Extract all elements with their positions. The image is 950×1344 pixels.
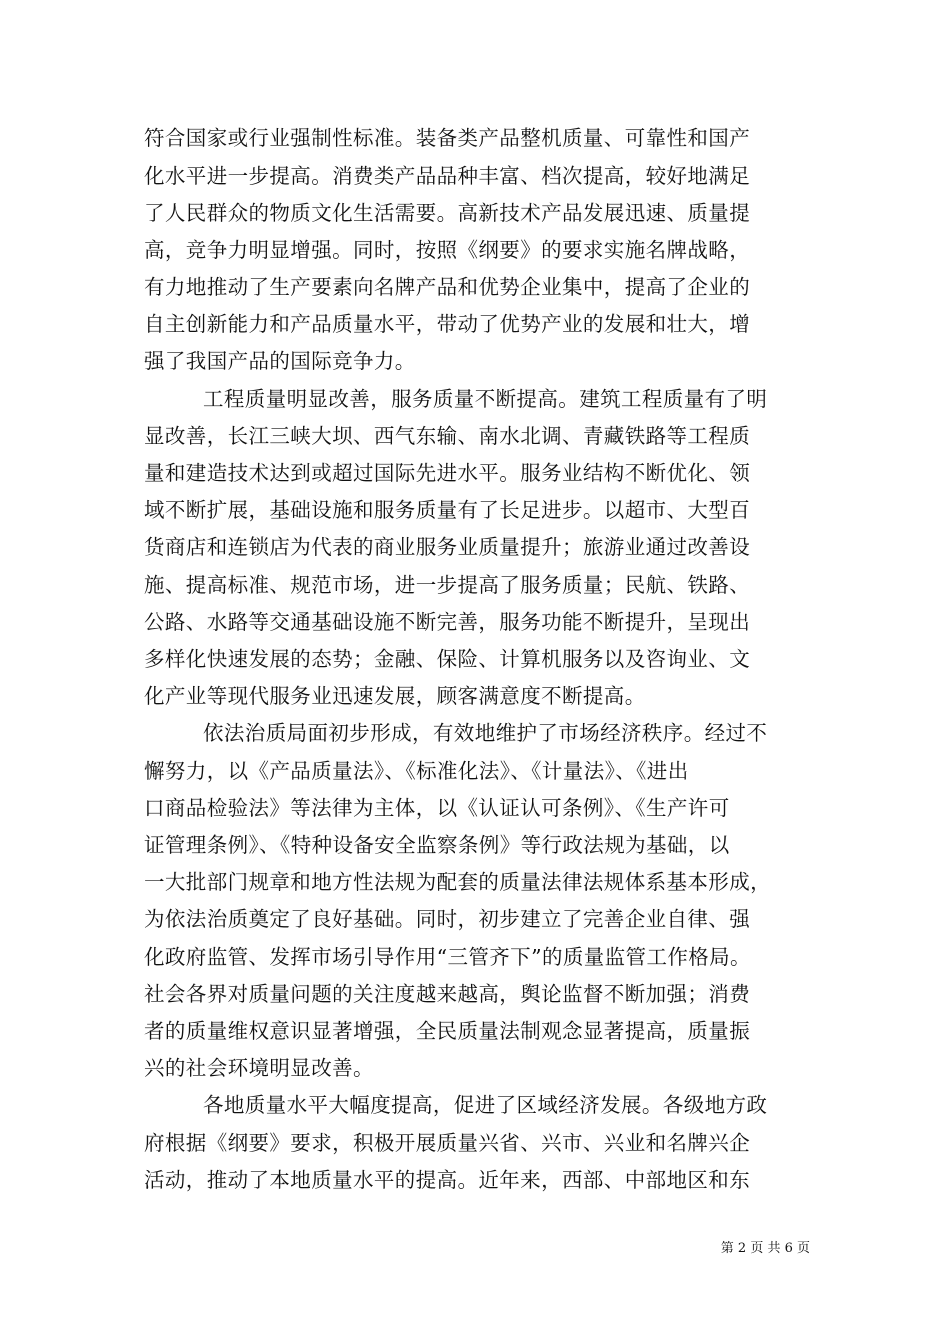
text-line: 有力地推动了生产要素向名牌产品和优势企业集中，提高了企业的 (144, 275, 751, 299)
paragraph-first-line: 依法治质局面初步形成，有效地维护了市场经济秩序。经过不 (203, 721, 768, 745)
text-line: 一大批部门规章和地方性法规为配套的质量法律法规体系基本形成， (144, 870, 771, 894)
page-footer: 第 2 页 共 6 页 (720, 1241, 810, 1256)
text-line: 公路、水路等交通基础设施不断完善，服务功能不断提升，呈现出 (144, 610, 751, 634)
text-line: 为依法治质奠定了良好基础。同时，初步建立了完善企业自律、强 (144, 907, 751, 931)
paragraph-first-line: 各地质量水平大幅度提高，促进了区域经济发展。各级地方政 (203, 1093, 768, 1117)
text-line: 施、提高标准、规范市场，进一步提高了服务质量；民航、铁路、 (144, 573, 751, 597)
text-line: 量和建造技术达到或超过国际先进水平。服务业结构不断优化、领 (144, 461, 751, 485)
text-line: 证管理条例》、《特种设备安全监察条例》等行政法规为基础，以 (144, 833, 730, 857)
text-line: 高，竞争力明显增强。同时，按照《纲要》的要求实施名牌战略， (144, 238, 751, 262)
text-line: 者的质量维权意识显著增强，全民质量法制观念显著提高，质量振 (144, 1019, 751, 1043)
text-line: 化产业等现代服务业迅速发展，顾客满意度不断提高。 (144, 684, 646, 708)
text-line: 口商品检验法》等法律为主体，以《认证认可条例》、《生产许可 (144, 796, 730, 820)
text-line: 自主创新能力和产品质量水平，带动了优势产业的发展和壮大，增 (144, 312, 751, 336)
text-line: 货商店和连锁店为代表的商业服务业质量提升；旅游业通过改善设 (144, 535, 751, 559)
text-line: 府根据《纲要》要求，积极开展质量兴省、兴市、兴业和名牌兴企 (144, 1131, 751, 1155)
text-line: 了人民群众的物质文化生活需要。高新技术产品发展迅速、质量提 (144, 201, 751, 225)
text-line: 显改善，长江三峡大坝、西气东输、南水北调、青藏铁路等工程质 (144, 424, 751, 448)
paragraph-first-line: 工程质量明显改善，服务质量不断提高。建筑工程质量有了明 (203, 387, 768, 411)
text-line: 兴的社会环境明显改善。 (144, 1056, 374, 1080)
text-line: 多样化快速发展的态势；金融、保险、计算机服务以及咨询业、文 (144, 647, 751, 671)
text-line: 化水平进一步提高。消费类产品品种丰富、档次提高，较好地满足 (144, 164, 751, 188)
text-line: 域不断扩展，基础设施和服务质量有了长足进步。以超市、大型百 (144, 498, 751, 522)
text-line: 懈努力，以《产品质量法》、《标准化法》、《计量法》、《进出 (144, 759, 689, 783)
text-line: 符合国家或行业强制性标准。装备类产品整机质量、可靠性和国产 (144, 126, 751, 150)
text-line: 化政府监管、发挥市场引导作用“三管齐下”的质量监管工作格局。 (144, 945, 751, 969)
text-line: 强了我国产品的国际竞争力。 (144, 349, 416, 373)
text-line: 社会各界对质量问题的关注度越来越高，舆论监督不断加强；消费 (144, 982, 751, 1006)
text-line: 活动，推动了本地质量水平的提高。近年来，西部、中部地区和东 (144, 1168, 751, 1192)
